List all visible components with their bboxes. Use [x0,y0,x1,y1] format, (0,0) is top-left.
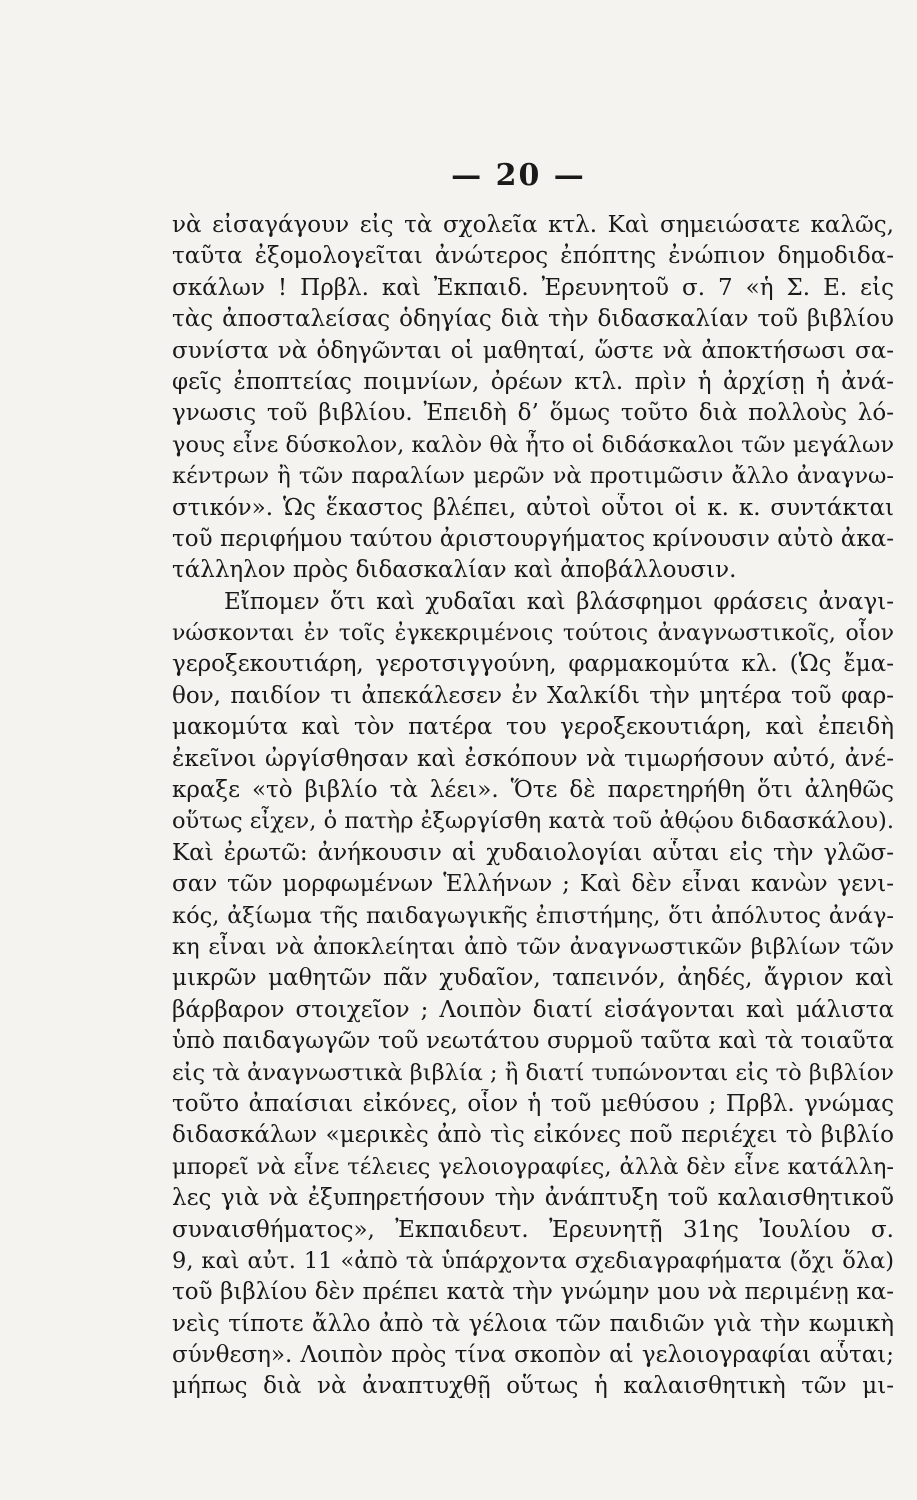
text-line: ἐκεῖνοι ὠργίσθησαν καὶ ἐσκόπουν νὰ τιμωρήσουν αὐτό, ἀνέ- [172,745,894,772]
body-text [172,210,894,1403]
text-line: μακομύτα καὶ τὸν πατέρα του γεροξεκουτιάρη, καὶ ἐπειδὴ [172,714,894,741]
text-line: κός, ἀξίωμα τῆς παιδαγωγικῆς ἐπιστήμης, ὅτι ἀπόλυτος ἀνάγ- [172,902,894,929]
text-line: νὰ εἰσαγάγουν εἰς τὰ σχολεῖα κτλ. Καὶ σημειώσατε καλῶς, [172,212,894,238]
text-line: βάρβαρον στοιχεῖον ; Λοιπὸν διατί εἰσάγονται καὶ μάλιστα [172,996,894,1023]
text-line: νεὶς τίποτε ἄλλο ἀπὸ τὰ γέλοια τῶν παιδιῶν γιὰ τὴν κωμικὴ [172,1310,894,1337]
text-line: Εἴπομεν ὅτι καὶ χυδαῖαι καὶ βλάσφημοι φράσεις ἀναγι- [224,588,894,615]
text-line: διδασκάλων «μερικὲς ἀπὸ τὶς εἰκόνες ποῦ περιέχει τὸ βιβλίο [172,1122,894,1149]
text-line: σύνθεση». Λοιπὸν πρὸς τίνα σκοπὸν αἱ γελοιογραφίαι αὗται; [172,1342,894,1369]
text-line: ταῦτα ἐξομολογεῖται ἀνώτερος ἐπόπτης ἐνώπιον δημοδιδα- [172,243,894,270]
text-line: τάλληλον πρὸς διδασκαλίαν καὶ ἀποβάλλουσιν. [172,557,737,584]
text-line: γους εἶνε δύσκολον, καλὸν θὰ ἦτο οἱ διδάσκαλοι τῶν μεγάλων [172,431,894,458]
text-line: 9, καὶ αὐτ. 11 «ἀπὸ τὰ ὑπάρχοντα σχεδιαγραφήματα (ὄχι ὅλα) [172,1247,894,1274]
text-line: νώσκονται ἐν τοῖς ἐγκεκριμένοις τούτοις ἀναγνωστικοῖς, οἷον [172,621,894,647]
text-line: μπορεῖ νὰ εἶνε τέλειες γελοιογραφίες, ἀλλὰ δὲν εἶνε κατάλλη- [172,1153,894,1180]
text-line: εἰς τὰ ἀναγνωστικὰ βιβλία ; ἢ διατί τυπώνονται εἰς τὸ βιβλίον [172,1059,894,1086]
text-line: κη εἶναι νὰ ἀποκλείηται ἀπὸ τῶν ἀναγνωστικῶν βιβλίων τῶν [172,933,894,960]
text-line: συνίστα νὰ ὁδηγῶνται οἱ μαθηταί, ὥστε νὰ ἀποκτήσωσι σα- [172,337,894,364]
text-line: φεῖς ἐποπτείας ποιμνίων, ὀρέων κτλ. πρὶν ἡ ἀρχίσῃ ἡ ἀνά- [172,368,894,395]
text-line: τὰς ἀποσταλείσας ὁδηγίας διὰ τὴν διδασκαλίαν τοῦ βιβλίου [172,306,894,333]
text-line: τοῦ περιφήμου ταύτου ἀριστουργήματος κρίνουσιν αὐτὸ ἀκα- [172,525,894,552]
text-line: γεροξεκουτιάρη, γεροτσιγγούνη, φαρμακομύτα κλ. (Ὡς ἔμα- [172,651,894,678]
text-line: θον, παιδίον τι ἀπεκάλεσεν ἐν Χαλκίδι τὴν μητέρα τοῦ φαρ- [172,682,894,709]
text-line: μικρῶν μαθητῶν πᾶν χυδαῖον, ταπεινόν, ἀηδές, ἄγριον καὶ [172,965,894,992]
text-line: συναισθήματος», Ἐκπαιδευτ. Ἐρευνητῇ 31ης Ἰουλίου σ. [172,1216,894,1243]
text-line: κέντρων ἢ τῶν παραλίων μερῶν νὰ προτιμῶσιν ἄλλο ἀναγνω- [172,463,894,490]
text-line: Καὶ ἐρωτῶ: ἀνήκουσιν αἱ χυδαιολογίαι αὗται εἰς τὴν γλῶσ- [172,839,894,866]
text-line: ὑπὸ παιδαγωγῶν τοῦ νεωτάτου συρμοῦ ταῦτα καὶ τὰ τοιαῦτα [172,1028,894,1055]
text-line: σαν τῶν μορφωμένων Ἑλλήνων ; Καὶ δὲν εἶναι κανὼν γενι- [172,871,894,898]
text-line: στικόν». Ὡς ἕκαστος βλέπει, αὐτοὶ οὗτοι οἱ κ. κ. συντάκται [172,494,894,521]
text-line: σκάλων ! Πρβλ. καὶ Ἐκπαιδ. Ἐρευνητοῦ σ. 7 «ἡ Σ. Ε. εἰς [172,274,894,301]
text-line: τοῦτο ἀπαίσιαι εἰκόνες, οἷον ἡ τοῦ μεθύσου ; Πρβλ. γνώμας [172,1090,894,1117]
text-line: κραξε «τὸ βιβλίο τὰ λέει». Ὅτε δὲ παρετηρήθη ὅτι ἀληθῶς [172,777,894,804]
text-line: τοῦ βιβλίου δὲν πρέπει κατὰ τὴν γνώμην μου νὰ περιμένῃ κα- [172,1279,894,1306]
page-number: — 20 — [451,158,586,193]
text-line: λες γιὰ νὰ ἐξυπηρετήσουν τὴν ἀνάπτυξη τοῦ καλαισθητικοῦ [172,1185,894,1212]
text-line: μήπως διὰ νὰ ἀναπτυχθῇ οὕτως ἡ καλαισθητικὴ τῶν μι- [172,1373,894,1400]
text-line: γνωσις τοῦ βιβλίου. Ἐπειδὴ δ’ ὅμως τοῦτο διὰ πολλοὺς λό- [172,400,894,427]
text-line: οὕτως εἶχεν, ὁ πατὴρ ἐξωργίσθη κατὰ τοῦ ἀθῴου διδασκάλου). [172,808,894,835]
